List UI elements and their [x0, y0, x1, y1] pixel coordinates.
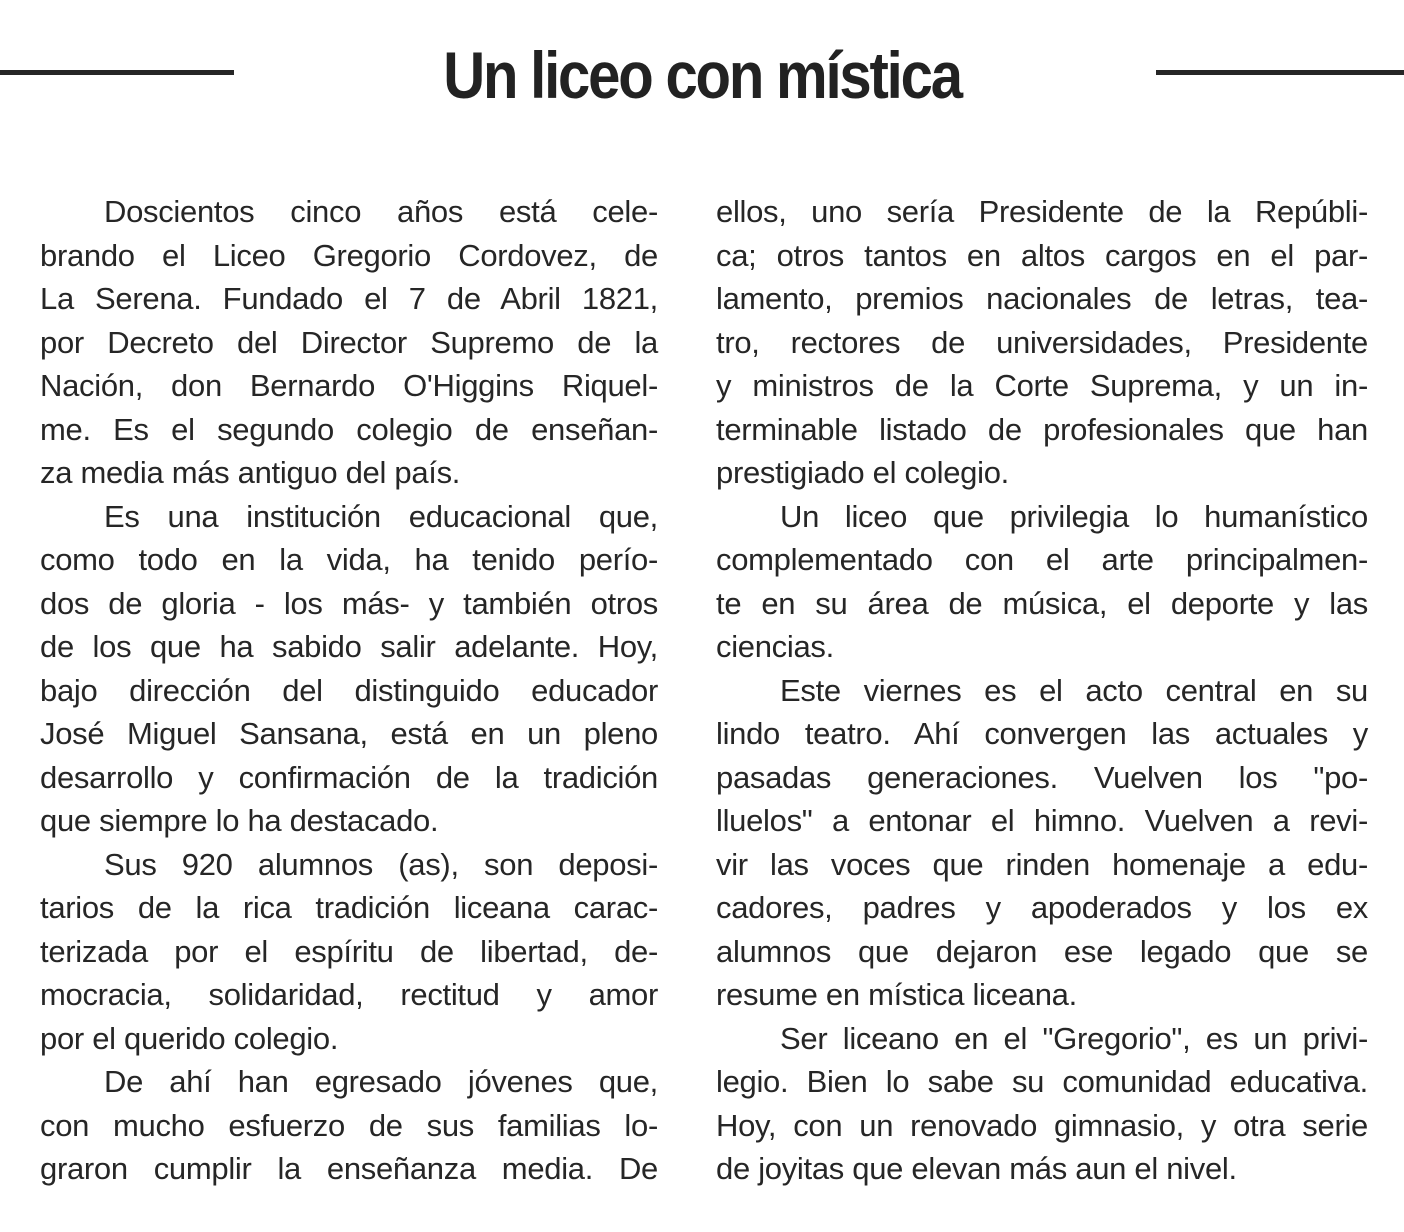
text-line: lluelos" a entonar el himno. Vuelven a revi- — [716, 803, 1368, 838]
text-line: Es una institución educacional que, — [104, 498, 658, 534]
text-line: por Decreto del Director Supremo de la — [40, 324, 658, 360]
text-line: tro, rectores de universidades, Presidente — [716, 324, 1368, 360]
text-line: me. Es el segundo colegio de enseñan- — [40, 411, 658, 447]
text-line: cadores, padres y apoderados y los ex — [716, 890, 1368, 925]
text-line: terizada por el espíritu de libertad, de- — [40, 933, 658, 969]
text-line: Doscientos cinco años está cele- — [104, 194, 658, 229]
text-line: complementado con el arte principalmen- — [716, 542, 1368, 577]
text-line: Este viernes es el acto central en su — [780, 672, 1368, 708]
text-line: La Serena. Fundado el 7 de Abril 1821, — [40, 281, 658, 316]
text-line: de los que ha sabido salir adelante. Hoy, — [40, 629, 658, 664]
text-line: legio. Bien lo sabe su comunidad educativa. — [716, 1064, 1368, 1099]
text-line: Sus 920 alumnos (as), son deposi- — [104, 846, 658, 882]
text-line: tarios de la rica tradición liceana carac- — [40, 890, 658, 925]
text-line: bajo dirección del distinguido educador — [40, 672, 658, 708]
text-line: pasadas generaciones. Vuelven los "po- — [716, 759, 1368, 795]
text-line: y ministros de la Corte Suprema, y un in- — [716, 368, 1368, 403]
text-line: como todo en la vida, ha tenido perío- — [40, 542, 658, 577]
text-line: vir las voces que rinden homenaje a edu- — [716, 846, 1368, 882]
text-line: te en su área de música, el deporte y las — [716, 585, 1368, 621]
text-line: alumnos que dejaron ese legado que se — [716, 933, 1368, 969]
text-line: con mucho esfuerzo de sus familias lo- — [40, 1107, 658, 1143]
right-column — [716, 190, 1368, 1191]
text-line: ca; otros tantos en altos cargos en el par- — [716, 237, 1368, 273]
text-line: ellos, uno sería Presidente de la Repúbli- — [716, 194, 1368, 229]
left-column — [40, 190, 658, 1191]
text-line: lindo teatro. Ahí convergen las actuales y — [716, 716, 1368, 751]
text-line: que siempre lo ha destacado. — [40, 803, 439, 838]
text-line: Hoy, con un renovado gimnasio, y otra serie — [716, 1107, 1368, 1143]
text-line: lamento, premios nacionales de letras, tea- — [716, 281, 1368, 316]
text-line: Ser liceano en el "Gregorio", es un privi- — [780, 1020, 1368, 1056]
text-line: dos de gloria - los más- y también otros — [40, 585, 658, 621]
text-line: desarrollo y confirmación de la tradición — [40, 759, 658, 795]
text-line: brando el Liceo Gregorio Cordovez, de — [40, 237, 658, 273]
text-line: resume en mística liceana. — [716, 977, 1077, 1012]
text-line: za media más antiguo del país. — [40, 455, 461, 490]
text-line: José Miguel Sansana, está en un pleno — [40, 716, 658, 751]
text-line: De ahí han egresado jóvenes que, — [104, 1064, 658, 1099]
text-line: terminable listado de profesionales que han — [716, 411, 1368, 447]
text-line: por el querido colegio. — [40, 1020, 339, 1056]
text-line: Nación, don Bernardo O'Higgins Riquel- — [40, 368, 658, 403]
text-line: ciencias. — [716, 629, 834, 664]
text-line: mocracia, solidaridad, rectitud y amor — [40, 977, 658, 1012]
text-line: prestigiado el colegio. — [716, 455, 1009, 490]
article-title: Un liceo con mística — [443, 38, 961, 112]
text-line: Un liceo que privilegia lo humanístico — [780, 498, 1368, 534]
text-line: graron cumplir la enseñanza media. De — [40, 1151, 658, 1186]
text-line: de joyitas que elevan más aun el nivel. — [716, 1151, 1237, 1186]
